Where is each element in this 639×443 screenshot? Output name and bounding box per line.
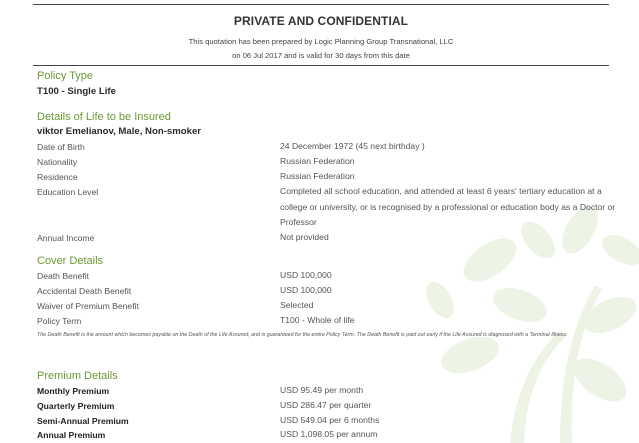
quarterly-premium-value: USD 286.47 per quarter — [280, 400, 372, 410]
policy-type-heading: Policy Type — [37, 70, 94, 82]
premium-details-heading: Premium Details — [37, 370, 118, 382]
cover-details-heading: Cover Details — [37, 255, 104, 267]
nationality-value: Russian Federation — [280, 156, 355, 166]
dob-value: 24 December 1972 (45 next birthday ) — [280, 141, 425, 151]
death-benefit-label: Death Benefit — [37, 271, 90, 281]
policy-term-value: T100 - Whole of life — [280, 315, 355, 325]
monthly-premium-label: Monthly Premium — [37, 386, 110, 396]
policy-type-value: T100 - Single Life — [37, 86, 116, 97]
nationality-label: Nationality — [37, 157, 78, 167]
education-value: Completed all school education, and attended at least 6 years' tertiary education at a college or university, or is recognised by a professional or education body as a Doctor or Professor — [280, 186, 616, 227]
document-title: PRIVATE AND CONFIDENTIAL — [233, 14, 409, 28]
header-divider — [33, 65, 609, 66]
death-benefit-note: The Death Benefit is the amount which becomes payable on the Death of the Life Assured, and is guaranteed for the entire Policy Term. The Death Benefit is paid out early if the Life Assured is diagnosed with a Terminal Illness. — [37, 332, 568, 338]
waiver-premium-label: Waiver of Premium Benefit — [37, 301, 139, 311]
waiver-premium-value: Selected — [280, 300, 314, 310]
residence-label: Residence — [37, 172, 78, 182]
monthly-premium-value: USD 95.49 per month — [280, 385, 364, 395]
residence-value: Russian Federation — [280, 171, 355, 181]
quarterly-premium-label: Quarterly Premium — [37, 401, 115, 411]
top-divider — [33, 4, 609, 5]
life-insured-heading: Details of Life to be Insured — [37, 111, 171, 123]
annual-premium-value: USD 1,098.05 per annum — [280, 429, 378, 439]
accidental-death-label: Accidental Death Benefit — [37, 286, 132, 296]
policy-term-label: Policy Term — [37, 316, 82, 326]
income-label: Annual Income — [37, 233, 95, 243]
income-value: Not provided — [280, 232, 329, 242]
death-benefit-value: USD 100,000 — [280, 270, 332, 280]
semi-annual-premium-value: USD 549.04 per 6 months — [280, 415, 380, 425]
insured-person: viktor Emelianov, Male, Non-smoker — [37, 126, 202, 137]
semi-annual-premium-label: Semi-Annual Premium — [37, 416, 129, 426]
accidental-death-value: USD 100,000 — [280, 285, 332, 295]
education-label: Education Level — [37, 187, 99, 197]
dob-label: Date of Birth — [37, 142, 85, 152]
document-subtitle-line2: on 06 Jul 2017 and is valid for 30 days from this date — [232, 51, 410, 60]
annual-premium-label: Annual Premium — [37, 430, 106, 440]
document-subtitle-line1: This quotation has been prepared by Logic Planning Group Transnational, LLC — [188, 37, 454, 46]
